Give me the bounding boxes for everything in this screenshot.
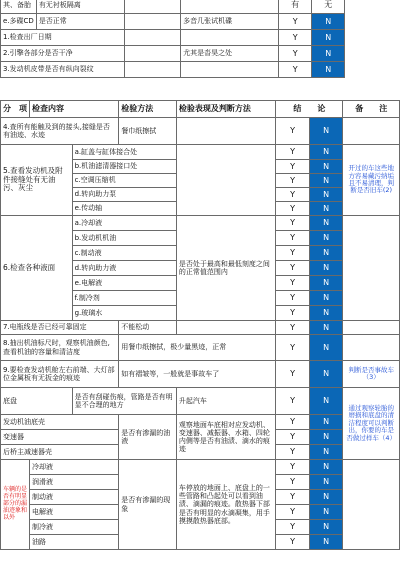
row4-result xyxy=(176,118,275,145)
no-cell: N xyxy=(312,14,345,30)
table-row xyxy=(1,62,400,78)
no-cell: N xyxy=(309,361,343,388)
no-cell: N xyxy=(309,202,343,216)
no-cell: N xyxy=(309,335,343,361)
table-header-row xyxy=(1,101,400,118)
no-cell: N xyxy=(309,291,343,306)
top-content: 2.引擎各部分是否干净 xyxy=(1,46,125,62)
yes-cell: Y xyxy=(276,276,310,291)
main-table xyxy=(0,100,400,550)
top-remark xyxy=(345,62,400,78)
row8-remark xyxy=(343,335,400,361)
row10-part: 底盘 xyxy=(1,388,73,415)
no-cell: N xyxy=(312,46,345,62)
yes-cell: Y xyxy=(276,291,310,306)
yes-cell: Y xyxy=(279,46,312,62)
top-method xyxy=(125,30,181,46)
table-row xyxy=(1,0,400,14)
no-cell: N xyxy=(309,475,343,490)
top-content: 是否正常 xyxy=(36,14,125,30)
header-content: 检查内容 xyxy=(30,101,119,118)
no-cell: N xyxy=(309,145,343,160)
row6-item: c.制动液 xyxy=(72,246,176,261)
top-result: 多音几张试机碟 xyxy=(181,14,279,30)
yes-cell: Y xyxy=(276,231,310,246)
table-row xyxy=(1,361,400,388)
row6-remark xyxy=(343,216,400,321)
yes-cell: Y xyxy=(276,306,310,321)
yes-cell: Y xyxy=(276,460,310,475)
yes-cell: Y xyxy=(276,216,310,231)
yes-cell: Y xyxy=(276,415,310,430)
row9-note: 判断是否事故车（3） xyxy=(343,361,400,388)
yes-cell: Y xyxy=(276,160,310,174)
yes-cell: Y xyxy=(276,202,310,216)
row10-method: 升起汽车 xyxy=(176,388,275,415)
row5-item: c.空调压缩机 xyxy=(72,174,176,188)
row9-method: 如有褶皱等，一般就是事故车了 xyxy=(119,361,276,388)
yes-cell: Y xyxy=(276,520,310,535)
row10-content: 是否有刮碰伤痕，管路是否有明显不合理的地方 xyxy=(72,388,176,415)
yes-cell: Y xyxy=(276,246,310,261)
header-conclusion: 结 论 xyxy=(276,101,343,118)
row12-method: 车停放的地面上、底盘上的一些管路和凸起处可以看到油渍、滴漏的痕迹。散热器下部是否有明显的水滴凝集，用手摸摸散热器底部。 xyxy=(176,460,275,550)
yes-cell: Y xyxy=(276,430,310,445)
yes-cell: 有 xyxy=(279,0,312,14)
yes-cell: Y xyxy=(276,490,310,505)
row7-method: 不能松动 xyxy=(119,321,177,335)
no-cell: N xyxy=(309,276,343,291)
yes-cell: Y xyxy=(276,388,310,415)
row6-item: a.冷却液 xyxy=(72,216,176,231)
no-cell: N xyxy=(309,246,343,261)
top-content: 1.检查出厂日期 xyxy=(1,30,125,46)
no-cell: N xyxy=(312,30,345,46)
yes-cell: Y xyxy=(276,475,310,490)
top-result xyxy=(181,62,279,78)
row5-item: d.转向助力泵 xyxy=(72,188,176,202)
top-remark xyxy=(345,46,400,62)
top-remark xyxy=(345,14,400,30)
row6-item: g.玻璃水 xyxy=(72,306,176,321)
row4-remark xyxy=(343,118,400,145)
row4-method: 餐巾纸擦拭 xyxy=(119,118,177,145)
no-cell: N xyxy=(309,188,343,202)
table-row xyxy=(1,30,400,46)
row6-item: e.电解液 xyxy=(72,276,176,291)
top-table xyxy=(0,0,400,78)
table-row xyxy=(1,335,400,361)
row6-method: 是否处于最高和最低刻度之间的正常值范围内 xyxy=(176,216,275,321)
table-row xyxy=(1,321,400,335)
no-cell: N xyxy=(309,261,343,276)
row12-item: 润滑液 xyxy=(30,475,119,490)
no-cell: N xyxy=(309,445,343,460)
row5-item: e.传动轴 xyxy=(72,202,176,216)
top-content: 有无衬板隔离 xyxy=(36,0,125,14)
row10-note: 通过观察轮胎的磨损和底盘的清洁程度可以判断出，你要的车是否做过样车（4） xyxy=(343,388,400,460)
no-cell: N xyxy=(309,415,343,430)
no-cell: 无 xyxy=(312,0,345,14)
row11-item: 后桥主减速器壳 xyxy=(1,445,119,460)
yes-cell: Y xyxy=(276,445,310,460)
table-row xyxy=(1,14,400,30)
no-cell: N xyxy=(309,160,343,174)
row5-part: 5.查看发动机及附件接缝处有无油污、灰尘 xyxy=(1,145,73,216)
no-cell: N xyxy=(309,174,343,188)
row5-item: b.机油滤清器接口处 xyxy=(72,160,176,174)
top-method xyxy=(125,46,181,62)
row12-remark xyxy=(343,460,400,550)
top-method xyxy=(125,62,181,78)
no-cell: N xyxy=(309,231,343,246)
row8-content: 8.抽出机油标尺时，观察机油颜色,查看机油的容量和清洁度 xyxy=(1,335,119,361)
row12-item: 油路 xyxy=(30,535,119,550)
table-row xyxy=(1,415,400,430)
top-result xyxy=(181,0,279,14)
row6-item: d.转向助力液 xyxy=(72,261,176,276)
top-remark xyxy=(345,0,400,14)
top-remark xyxy=(345,30,400,46)
yes-cell: Y xyxy=(276,188,310,202)
no-cell: N xyxy=(312,62,345,78)
row12-item: 制冷液 xyxy=(30,520,119,535)
row11-item: 发动机油底壳 xyxy=(1,415,119,430)
yes-cell: Y xyxy=(276,118,310,145)
yes-cell: Y xyxy=(276,335,310,361)
top-method xyxy=(125,14,181,30)
row8-method: 用餐巾纸擦拭，极少量黑迹，正常 xyxy=(119,335,276,361)
no-cell: N xyxy=(309,490,343,505)
row5-note: 开过的车这些地方容易藏污纳垢且不易清理，判断是否旧车(2) xyxy=(343,145,400,216)
header-result: 检验表现及判断方法 xyxy=(176,101,275,118)
yes-cell: Y xyxy=(276,261,310,276)
row7-result xyxy=(176,321,275,335)
yes-cell: Y xyxy=(279,14,312,30)
table-row xyxy=(1,388,400,415)
no-cell: N xyxy=(309,118,343,145)
row6-item: b.发动机机油 xyxy=(72,231,176,246)
row12-content: 是否有渗漏的现象 xyxy=(119,460,177,550)
no-cell: N xyxy=(309,388,343,415)
table-row xyxy=(1,145,400,160)
row6-part: 6.检查各种液面 xyxy=(1,216,73,321)
yes-cell: Y xyxy=(276,145,310,160)
yes-cell: Y xyxy=(279,30,312,46)
row9-content: 9.要检查发动机舱左右前端、大灯部位金属板有无扳金的痕迹 xyxy=(1,361,119,388)
header-part: 分 项 xyxy=(1,101,30,118)
top-method xyxy=(125,0,181,14)
row7-content: 7.电瓶线是否已经可靠固定 xyxy=(1,321,119,335)
no-cell: N xyxy=(309,430,343,445)
row12-item: 制动液 xyxy=(30,490,119,505)
yes-cell: Y xyxy=(279,62,312,78)
top-result: 尤其是沓昊之处 xyxy=(181,46,279,62)
row11-content: 是否有渗漏的油液 xyxy=(119,415,177,460)
no-cell: N xyxy=(309,321,343,335)
no-cell: N xyxy=(309,505,343,520)
no-cell: N xyxy=(309,535,343,550)
header-method: 检验方法 xyxy=(119,101,177,118)
no-cell: N xyxy=(309,520,343,535)
row7-remark xyxy=(343,321,400,335)
yes-cell: Y xyxy=(276,174,310,188)
row6-item: f.制冷剂 xyxy=(72,291,176,306)
yes-cell: Y xyxy=(276,505,310,520)
table-row xyxy=(1,460,400,475)
row12-item: 冷却液 xyxy=(30,460,119,475)
row12-item: 电解液 xyxy=(30,505,119,520)
row12-side-note: 车辆的是否有明显部分的漏油迹象和以外 xyxy=(1,460,30,550)
row5-result xyxy=(176,145,275,216)
yes-cell: Y xyxy=(276,535,310,550)
row11-item: 变速器 xyxy=(1,430,119,445)
table-row xyxy=(1,46,400,62)
top-part: e.多碟CD xyxy=(1,14,37,30)
yes-cell: Y xyxy=(276,361,310,388)
header-remark: 备 注 xyxy=(343,101,400,118)
row5-item: a.缸盖与缸体接合处 xyxy=(72,145,176,160)
top-part: 其、备胎 xyxy=(1,0,37,14)
table-row xyxy=(1,118,400,145)
top-content: 3.发动机皮带是否有纵向裂纹 xyxy=(1,62,125,78)
table-row xyxy=(1,216,400,231)
top-result xyxy=(181,30,279,46)
no-cell: N xyxy=(309,460,343,475)
row4-content: 4.查所有能触及到的接头,接缝是否有油迹、水迹 xyxy=(1,118,119,145)
no-cell: N xyxy=(309,306,343,321)
row11-method: 观察地面车底相对应发动机、变速器、减振器、水箱、四轮内侧等是否有油渍、滴水的痕迹 xyxy=(176,415,275,460)
no-cell: N xyxy=(309,216,343,231)
yes-cell: Y xyxy=(276,321,310,335)
